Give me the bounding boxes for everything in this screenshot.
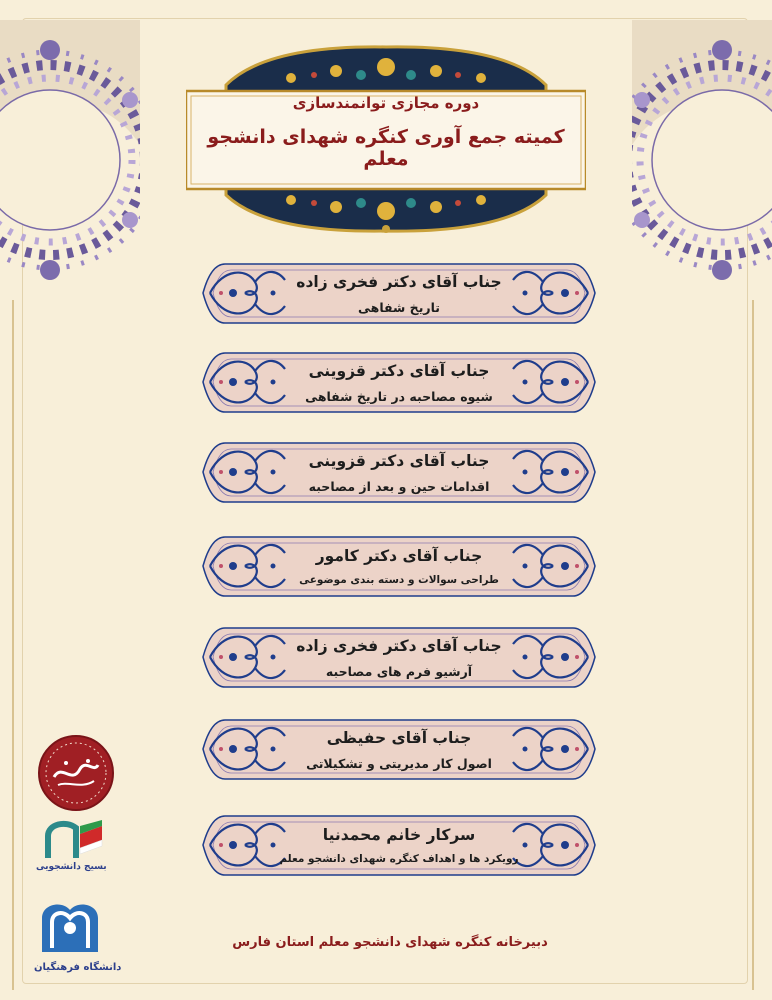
- farhangian-university-logo: [32, 898, 108, 962]
- session-topic: آرشیو فرم های مصاحبه: [325, 663, 473, 679]
- footer-secretariat: دبیرخانه کنگره شهدای دانشجو معلم استان فارس: [232, 935, 548, 950]
- header-title-block: [188, 92, 584, 170]
- session-card-6: [195, 712, 603, 787]
- header-title: کمیته جمع آوری کنگره شهدای دانشجو معلم: [207, 126, 565, 170]
- university-logo-text: دانشگاه فرهنگیان: [34, 962, 122, 973]
- session-card-7: [195, 808, 603, 883]
- right-divider-line: [752, 300, 754, 990]
- instructor-name: جناب آقای دکتر فخری زاده: [296, 272, 502, 291]
- left-divider-line: [12, 300, 14, 990]
- instructor-name: جناب آقای دکتر قزوینی: [308, 451, 490, 470]
- basij-logo: [40, 818, 110, 862]
- basij-logo-text: بسیج دانشجویی: [36, 862, 107, 872]
- left-corner-rosette: [0, 20, 140, 290]
- session-card-4: [195, 529, 603, 604]
- instructor-name: جناب آقای دکتر کامور: [315, 547, 483, 565]
- session-card-2: [195, 345, 603, 420]
- session-topic: رویکرد ها و اهداف کنگره شهدای دانشجو معلم: [279, 853, 519, 865]
- session-topic: اقدامات حین و بعد از مصاحبه: [308, 478, 490, 494]
- session-card-3: [195, 435, 603, 510]
- session-card-1: [195, 256, 603, 331]
- instructor-name: جناب آقای دکتر فخری زاده: [296, 636, 502, 655]
- instructor-name: سرکار خانم محمدنیا: [322, 826, 476, 844]
- instructor-name: جناب آقای حفیظی: [326, 728, 472, 747]
- session-topic: تاریخ شفاهی: [358, 299, 440, 315]
- session-topic: طراحی سوالات و دسته بندی موضوعی: [299, 574, 499, 586]
- session-card-5: [195, 620, 603, 695]
- congress-seal-logo: [36, 733, 116, 813]
- instructor-name: جناب آقای دکتر قزوینی: [308, 361, 490, 380]
- session-topic: اصول کار مدیریتی و تشکیلاتی: [306, 755, 492, 771]
- header-subtitle: دوره مجازی توانمندسازی: [292, 94, 480, 112]
- session-topic: شیوه مصاحبه در تاریخ شفاهی: [305, 388, 493, 404]
- right-corner-rosette: [632, 20, 772, 290]
